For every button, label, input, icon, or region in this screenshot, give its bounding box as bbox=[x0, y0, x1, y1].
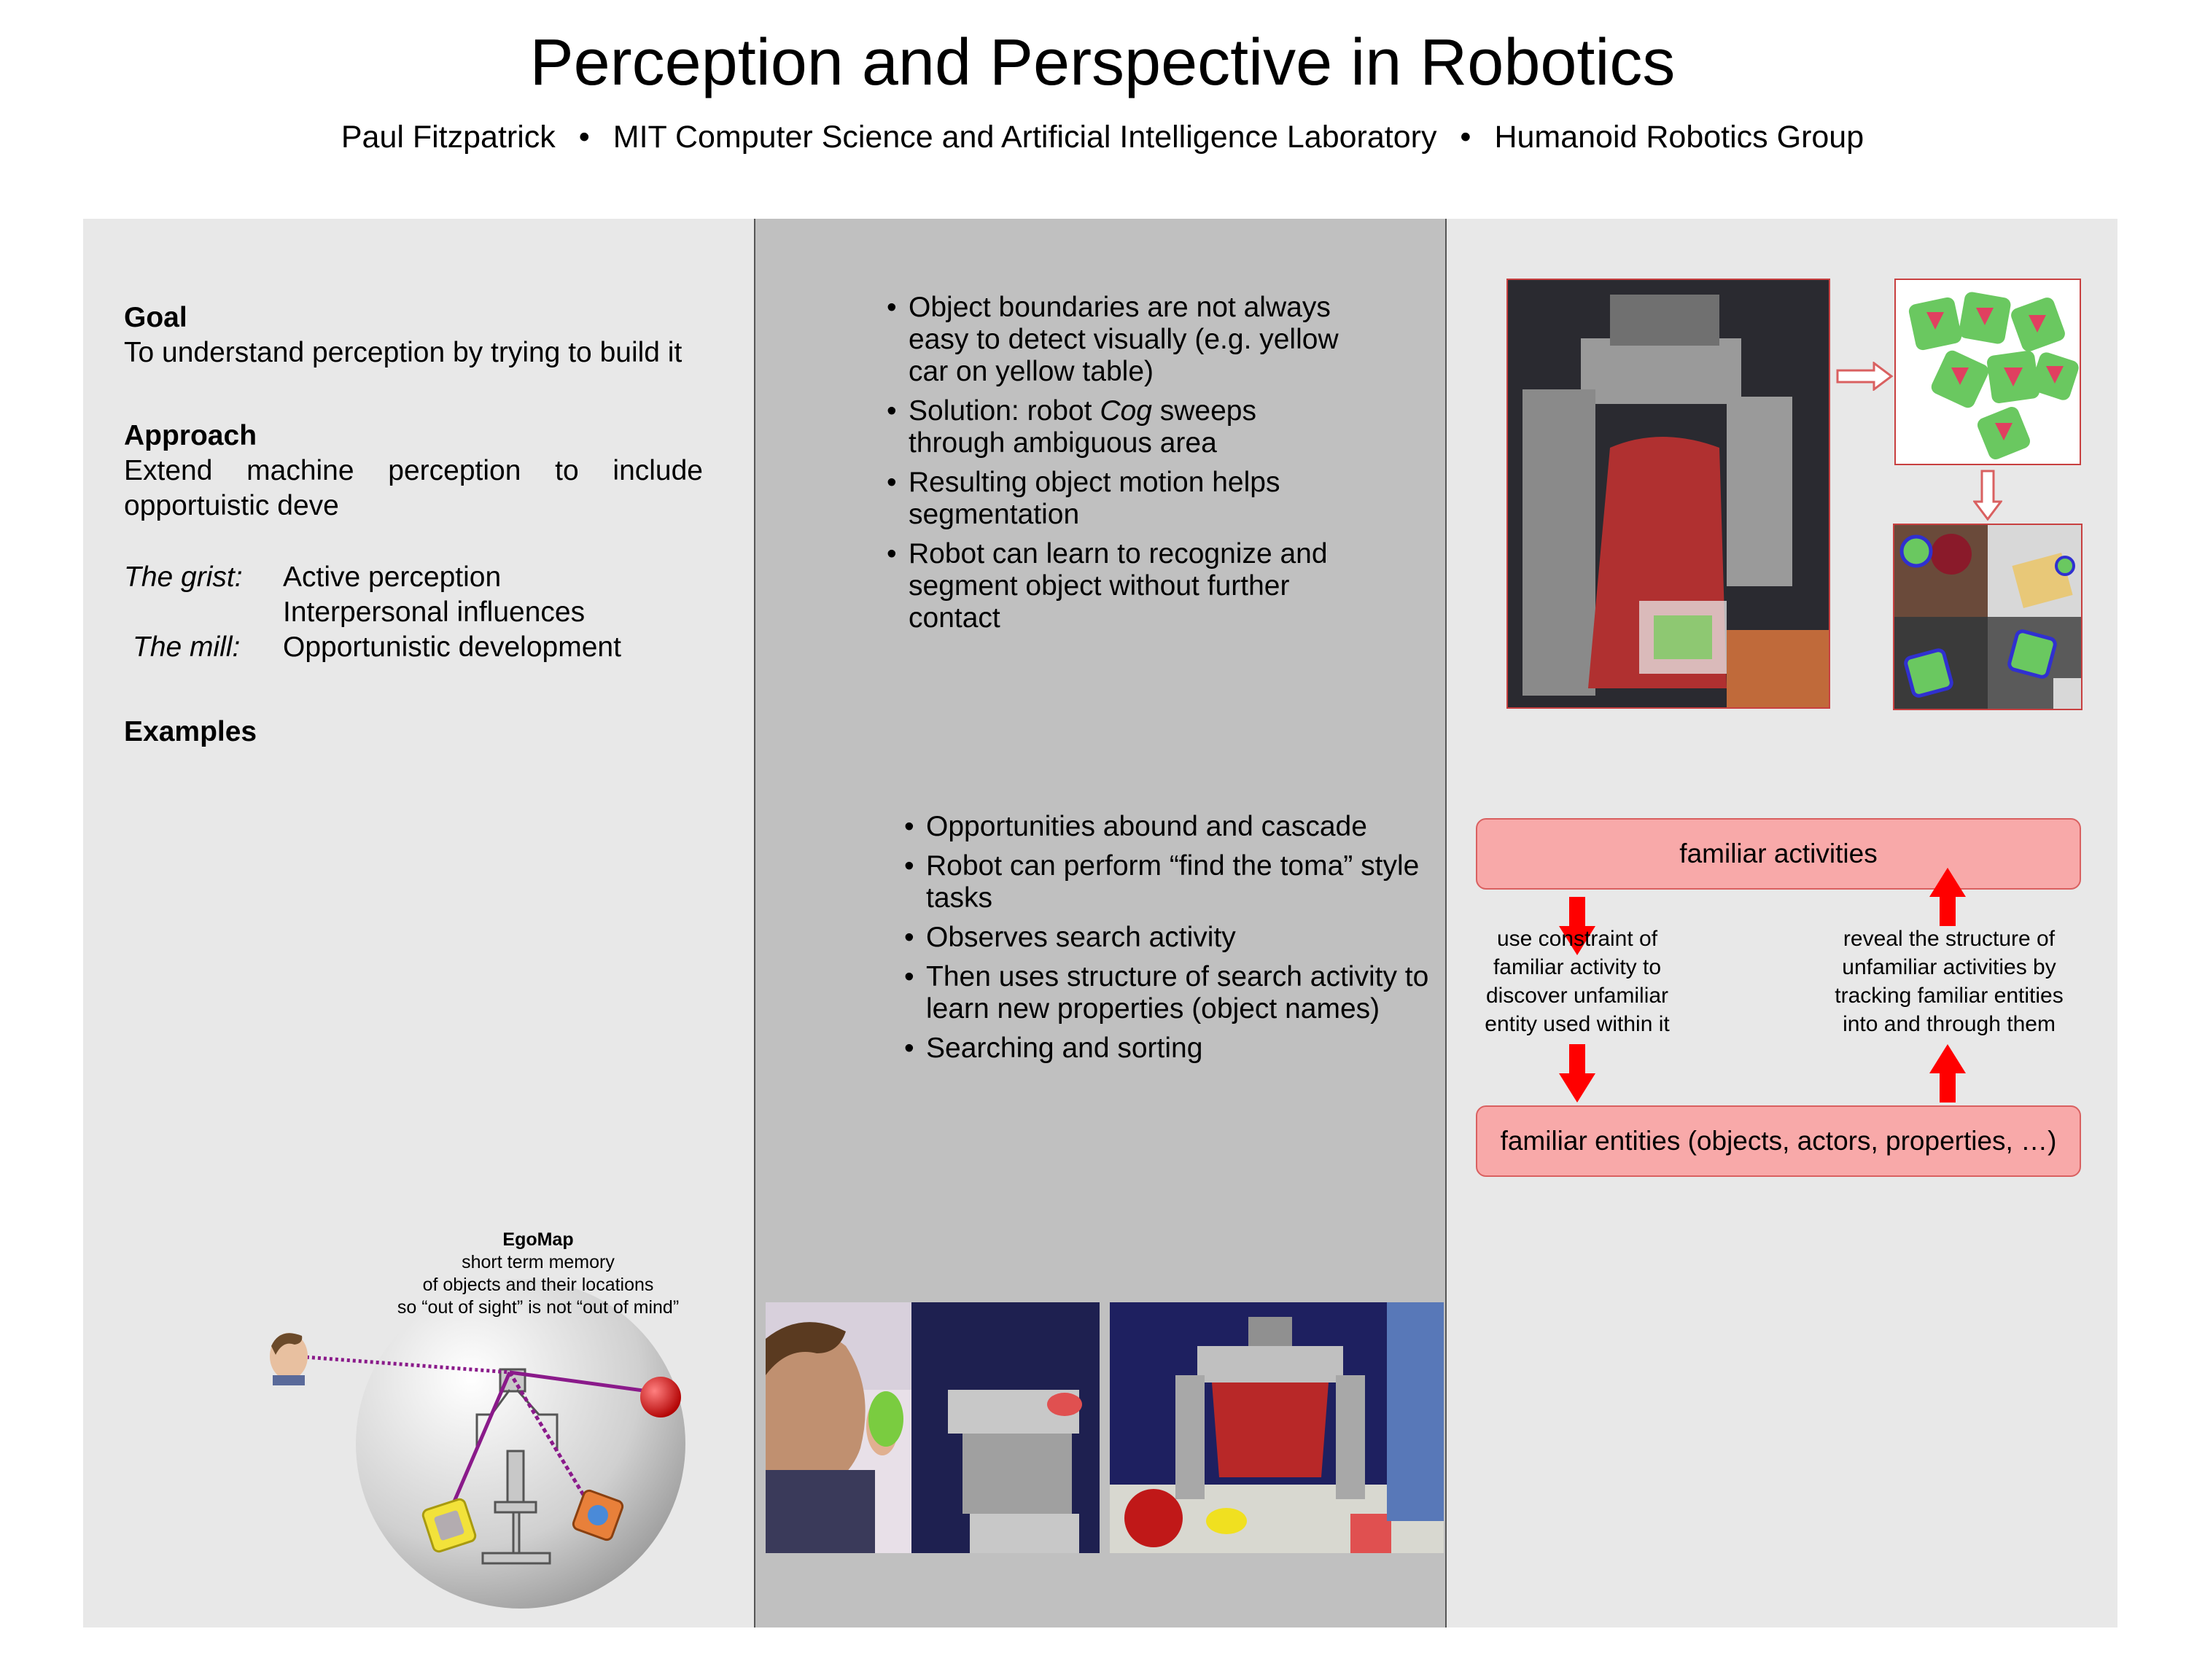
grist-label: The grist: bbox=[124, 561, 243, 593]
caption-line: use constraint of bbox=[1496, 927, 1658, 951]
bullet-item: • Then uses structure of search activity to learn new properties (object names) bbox=[904, 961, 1429, 1025]
use-constraint-caption bbox=[1471, 925, 1683, 1038]
caption-line: entity used within it bbox=[1485, 1012, 1670, 1036]
group-name: Humanoid Robotics Group bbox=[1494, 120, 1864, 155]
lab-name: MIT Computer Science and Artificial Intelligence Laboratory bbox=[612, 120, 1437, 155]
separator: • bbox=[1460, 120, 1471, 155]
egomap-title: EgoMap bbox=[502, 1229, 574, 1250]
photo-person-with-toy bbox=[766, 1302, 1100, 1553]
poster-title: Perception and Perspective in Robotics bbox=[529, 26, 1676, 99]
arrow-right-icon bbox=[1836, 362, 1894, 391]
egomap-figure bbox=[251, 1210, 688, 1619]
cube-icon bbox=[1908, 296, 1963, 351]
bullet-item: • Robot can learn to recognize and segment object without further contact bbox=[887, 538, 1361, 634]
middle-panel bbox=[754, 219, 1447, 1628]
grist-item: Interpersonal influences bbox=[283, 596, 586, 628]
cube-icon bbox=[1975, 405, 2032, 462]
bullet-item: • Robot can perform “find the toma” style tasks bbox=[904, 850, 1429, 914]
cube-icon bbox=[1958, 291, 2012, 345]
cube-icon bbox=[1929, 348, 1991, 410]
mill-label: The mill: bbox=[133, 631, 241, 663]
right-panel bbox=[1447, 219, 2118, 1628]
poster-subtitle bbox=[0, 117, 2205, 158]
separator: • bbox=[578, 120, 590, 155]
approach-heading: Approach bbox=[124, 420, 257, 451]
goal-text: To understand perception by trying to build it bbox=[124, 337, 682, 368]
left-panel bbox=[83, 219, 754, 1628]
mill-item: Opportunistic development bbox=[283, 631, 621, 663]
photo-segmented-cubes bbox=[1894, 279, 2081, 465]
approach-line-1: Extend machine perception to include bbox=[124, 455, 703, 486]
caption-line: discover unfamiliar bbox=[1485, 984, 1669, 1008]
bullet-item: • Solution: robot Cog sweeps through ambiguous area bbox=[887, 395, 1361, 459]
arrow-up-red-icon bbox=[1929, 1044, 1966, 1102]
familiar-entities-label: familiar entities (objects, actors, properties, …) bbox=[1500, 1126, 2057, 1156]
egomap-line: so “out of sight” is not “out of mind” bbox=[397, 1297, 680, 1318]
caption-line: into and through them bbox=[1843, 1012, 2056, 1036]
familiar-entities-box bbox=[1476, 1105, 2081, 1177]
caption-line: familiar activity to bbox=[1493, 955, 1662, 979]
caption-line: reveal the structure of bbox=[1843, 927, 2056, 951]
segmentation-bullets bbox=[887, 292, 1361, 642]
reveal-structure-caption bbox=[1821, 925, 2077, 1038]
photo-cog-robot bbox=[1506, 279, 1830, 709]
arrow-up-red-icon bbox=[1929, 868, 1966, 926]
familiar-activities-box bbox=[1476, 818, 2081, 890]
photo-recognition-collage bbox=[1893, 524, 2082, 710]
bullet-item: • Opportunities abound and cascade bbox=[904, 811, 1429, 843]
examples-heading: Examples bbox=[124, 716, 257, 747]
goal-heading: Goal bbox=[124, 302, 187, 333]
caption-line: tracking familiar entities bbox=[1835, 984, 2064, 1008]
bullet-item: • Searching and sorting bbox=[904, 1032, 1429, 1065]
approach-line-2: opportuistic deve bbox=[124, 490, 339, 521]
ball-icon bbox=[640, 1377, 681, 1418]
person-head-icon bbox=[270, 1333, 308, 1385]
photo-robot-with-objects bbox=[1110, 1302, 1444, 1553]
bullet-item: • Observes search activity bbox=[904, 922, 1429, 954]
arrow-down-icon bbox=[1973, 470, 2002, 521]
author-name: Paul Fitzpatrick bbox=[341, 120, 556, 155]
arrow-down-red-icon bbox=[1559, 1044, 1595, 1102]
bullet-item: • Object boundaries are not always easy to detect visually (e.g. yellow car on yellow table) bbox=[887, 292, 1361, 388]
cube-icon bbox=[2009, 295, 2066, 353]
opportunity-bullets bbox=[904, 811, 1429, 1072]
egomap-line: of objects and their locations bbox=[422, 1275, 654, 1295]
familiar-activities-label: familiar activities bbox=[1679, 839, 1878, 868]
cube-icon bbox=[1986, 350, 2041, 405]
caption-line: unfamiliar activities by bbox=[1842, 955, 2056, 979]
grist-item: Active perception bbox=[283, 561, 502, 593]
bullet-item: • Resulting object motion helps segmentation bbox=[887, 467, 1361, 531]
egomap-line: short term memory bbox=[462, 1252, 615, 1272]
